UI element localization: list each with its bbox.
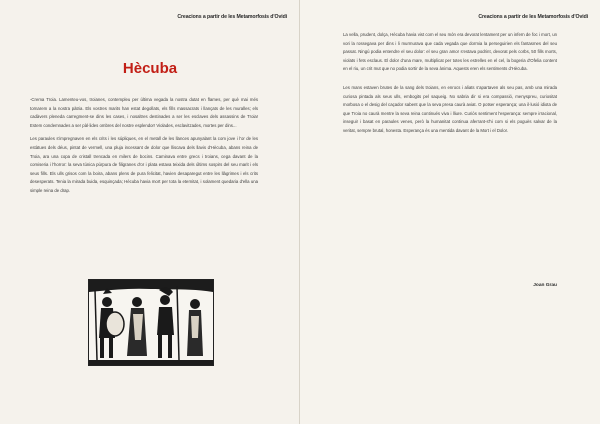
page-title: Hècuba [122,60,178,77]
vase-figures-image [89,280,213,365]
paragraph: -Crema Troia. Lamenteu-vos, troianes, contempleu per última vegada la nostra dutat en flames, per què mai més tornarem a la nostra pàtria. Els vostres marits han estat degollats, els fills massacrats i llançats de les muralles; els cadàvers pleneda carregment-se dins les cases, i nosaltres destinades a ser les esclaves dels assassins de Troia! Estem condemnades a ser pàl·lides ombres del nostre esplendor! Violades, esclavitzades, mortes per dins... [30,97,258,128]
right-body-text [343,31,557,141]
author-signature: Joan Grau [533,283,557,288]
paragraph: La vella, prudent, dolça, Hècuba havia vist com el seu món era devorat lentament per un infern de foc i mort, un vori la rossegava per dins i li murmurava que cada vegada que dormia la perseguirien els fantasmes del seu passat. Ningú podia entendre el seu dolor: el seu gran amor s'estava podrint, devorat pels corbs, 50 fills morts, violats i fets esclaus. El dolor d'una mare, multiplicat per totes les estrelles en el cel, la bogeria d'Ofelia content en el riu, un crit mut que no podia sortir de la seva ànima. Aquests eren els sentiments d'Hècuba. [343,32,557,72]
paragraph: Les mans estaven brutes de la sang dels troians, en enrocs i aliats s'apartaven als seu pas, amb una mirada curiosa pintada als seus ulls, embogits pel saqueig. No sabria dir si era compassió, menyspreu, curiositat morbosa o el desig del caçador sabent que la seva presa caurà aviat. O potser esperança; una il·lusió idiota de que Troia no caurà mentre la seva reina continués viva i lliure. Curiós sentiment l'esperança: sempre irracional, inseguir i basat en paraules venes, però la humanitat continua aferrant-s'hi com si els poguès salvar de la veritat, sempre brutal, honesta. Esperança és una mentida davant de la Mort i el Dolor. [343,84,557,133]
right-page [300,0,600,424]
left-body-text [30,96,258,201]
paragraph: Les paraules s'impregnaven en els crits i les súpliques, en el metall de les llances apunyalant la com jove i l'or de les estàtues dels déus, pintat de vermell, una pluja incessant de dolor que lliscava dels llavis d'Hècuba, abans reina de Troia, ara una copa de cristall trencada en milers de bocins. Caminava entre grecs i troians, cega davant de la comiseria i l'horror: la seva túnica púrpura de filigranes d'or i plata estava teixida dels últims sospirs del seu marit i els seus fills. Els ulls grisos com la boira, abans plens de pura felicitat, havien desaparegut entre les llàgrimes i els crits desesperats. Tenia la mirada buida, esquinçada; Hècuba havia mort per tota la eternitat, i solament quedaria d'ella una simple reina de drap. [30,136,258,193]
running-head-right: Creacions a partir de les Metamorfosis d'Ovidi [478,14,588,20]
greek-vase-illustration [88,279,214,366]
running-head-left: Creacions a partir de les Metamorfosis d'Ovidi [177,14,287,20]
